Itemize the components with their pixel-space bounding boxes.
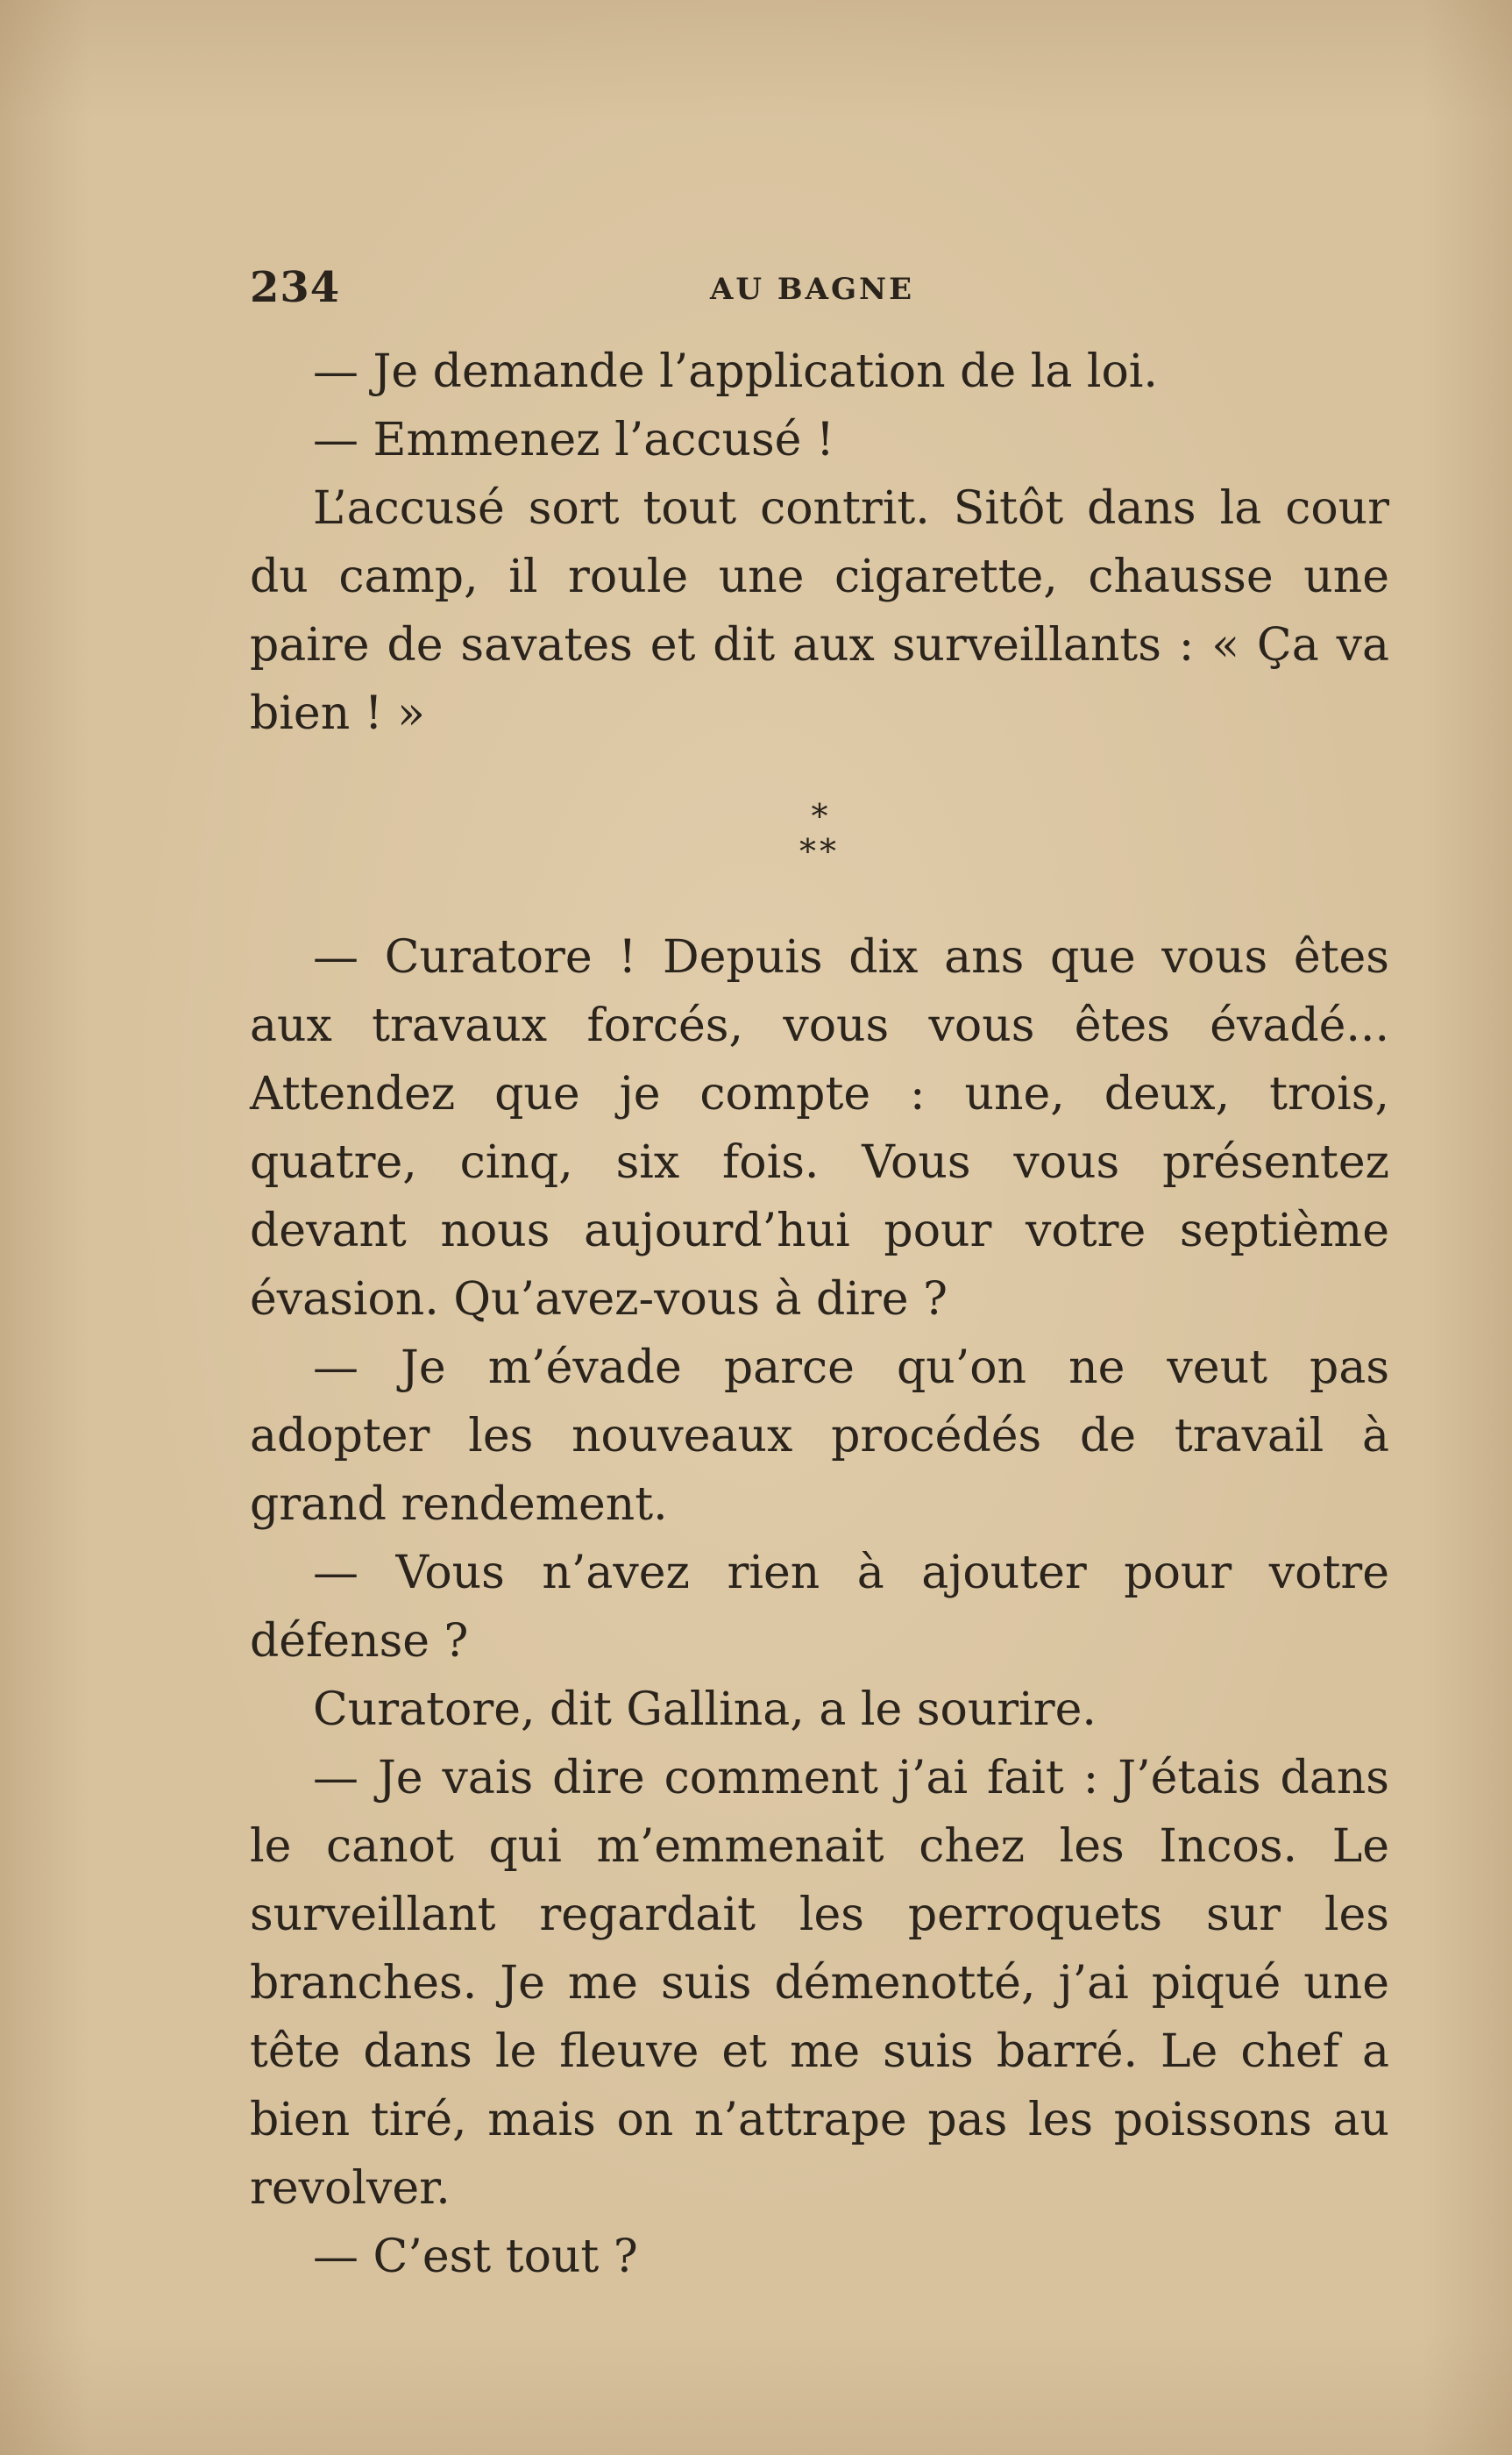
running-head: AU BAGNE	[710, 272, 915, 307]
page-header	[250, 263, 1389, 316]
section-separator	[250, 799, 1389, 869]
paragraph: — Je demande l’application de la loi.	[313, 345, 1158, 398]
paragraph: — Vous n’avez rien à ajouter pour votre défense ?	[250, 1547, 1389, 1668]
paragraph: — Je vais dire comment j’ai fait : J’étais dans le canot qui m’emmenait chez les Incos. Le surveillant regardait les perroquets sur les branches. Je me suis démenotté, j’ai piqué une tête dans le fleuve et me suis barré. Le chef a bien tiré, mais on n’attrape pas les poissons au revolver.	[250, 1752, 1389, 2215]
paragraph: — C’est tout ?	[313, 2231, 638, 2283]
asterism-top: *	[811, 797, 828, 836]
paragraph: — Je m’évade parce qu’on ne veut pas adopter les nouveaux procédés de travail à grand rendement.	[250, 1341, 1389, 1531]
paragraph: L’accusé sort tout contrit. Sitôt dans la cour du camp, il roule une cigarette, chausse une paire de savates et dit aux surveillants : « Ça va bien ! »	[250, 482, 1389, 740]
asterism-bottom: **	[799, 832, 840, 871]
paragraph: Curatore, dit Gallina, a le sourire.	[313, 1683, 1097, 1736]
paragraph: — Curatore ! Depuis dix ans que vous êtes aux travaux forcés, vous vous êtes évadé... Attendez que je compte : une, deux, trois, quatre, cinq, six fois. Vous vous présentez devant nous aujourd’hui pour votre septième évasion. Qu’avez-vous à dire ?	[250, 931, 1389, 1326]
paragraph: — Emmenez l’accusé !	[313, 414, 834, 466]
page-number: 234	[250, 263, 341, 312]
body-text	[250, 338, 1389, 2291]
